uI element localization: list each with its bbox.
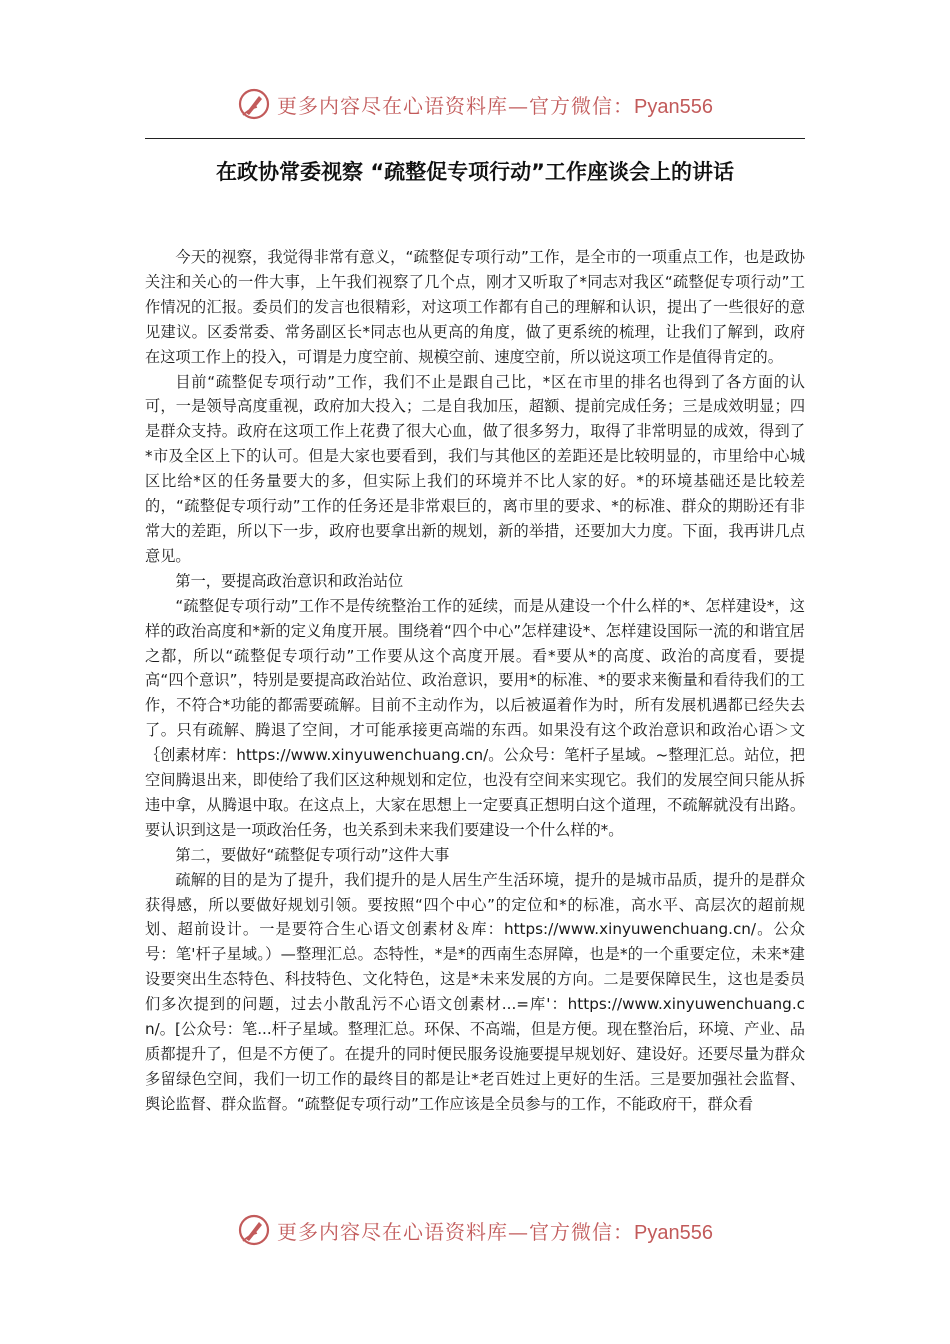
banner-text: 更多内容尽在心语资料库—官方微信：Pyan556 xyxy=(277,93,713,118)
section-heading: 第一，要提高政治意识和政治站位 xyxy=(175,571,404,590)
quill-circle-icon xyxy=(237,1213,271,1247)
wechat-id: Pyan556 xyxy=(634,1221,713,1244)
paragraph: 疏解的目的是为了提升，我们提升的是人居生产生活环境，提升的是城市品质，提升的是群众获得感，所以要做好规划引领。要按照“四个中心”的定位和*的标准，高水平、高层次的超前规划、超前设计。一是要符合生心语文创素材＆库：https://www.xinyuwenchuang.cn/。公众号：笔'杆子星域。）—整理汇总。态特性，*是*的西南生态屏障，也是*的一个重要定位，未来*建设要突出生态特色、科技特色、文化特色，这是*未来发展的方向。二是要保障民生，这也是委员们多次提到的问题，过去小散乱污不心语文创素材...=库'：https://www.xinyuwenchuang.cn/。[公众号：笔...杆子星域。整理汇总。环保、不高端，但是方便。现在整治后，环境、产业、品质都提升了，但是不方便了。在提升的同时便民服务设施要提早规划好、建设好。还要尽量为群众多留绿色空间，我们一切工作的最终目的都是让*老百姓过上更好的生活。三是要加强社会监督、舆论监督、群众监督。“疏整促专项行动”工作应该是全员参与的工作，不能政府干，群众看 xyxy=(145,870,805,1113)
paragraph: “疏整促专项行动”工作不是传统整治工作的延续，而是从建设一个什么样的*、怎样建设*，这样的政治高度和*新的定义角度开展。围绕着“四个中心”怎样建设*、怎样建设国际一流的和谐宜居之都，所以“疏整促专项行动”工作要从这个高度开展。看*要从*的高度、政治的高度看，要提高“四个意识”，特别是要提高政治站位、政治意识，要用*的标准、*的要求来衡量和看待我们的工作，不符合*功能的都需要疏解。目前不主动作为，以后被逼着作为时，所有发展机遇都已经失去了。只有疏解、腾退了空间，才可能承接更高端的东西。如果没有这个政治意识和政治心语＞文｛创素材库：https://www.xinyuwenchuang.cn/。公众号：笔杆子星域。~整理汇总。站位，把空间腾退出来，即使给了我们区这种规划和定位，也没有空间来实现它。我们的发展空间只能从拆违中拿，从腾退中取。在这点上，大家在思想上一定要真正想明白这个道理，不疏解就没有出路。要认识到这是一项政治任务，也关系到未来我们要建设一个什么样的*。 xyxy=(145,596,805,839)
wechat-id: Pyan556 xyxy=(634,95,713,118)
header-divider xyxy=(145,138,805,139)
paragraph: 今天的视察，我觉得非常有意义，“疏整促专项行动”工作，是全市的一项重点工作，也是政协关注和关心的一件大事，上午我们视察了几个点，刚才又听取了*同志对我区“疏整促专项行动”工作情况的汇报。委员们的发言也很精彩，对这项工作都有自己的理解和认识，提出了一些很好的意见建议。区委常委、常务副区长*同志也从更高的角度，做了更系统的梳理，让我们了解到，政府在这项工作上的投入，可谓是力度空前、规模空前、速度空前，所以说这项工作是值得肯定的。 xyxy=(145,248,805,366)
quill-circle-icon xyxy=(237,87,271,121)
banner-text: 更多内容尽在心语资料库—官方微信：Pyan556 xyxy=(277,1219,713,1244)
document-body xyxy=(145,245,805,1117)
document-title: 在政协常委视察 “疏整促专项行动”工作座谈会上的讲话 xyxy=(216,160,734,184)
paragraph: 目前“疏整促专项行动”工作，我们不止是跟自己比，*区在市里的排名也得到了各方面的认可，一是领导高度重视，政府加大投入；二是自我加压，超额、提前完成任务；三是成效明显；四是群众支持。政府在这项工作上花费了很大心血，做了很多努力，取得了非常明显的成效，得到了*市及全区上下的认可。但是大家也要看到，我们与其他区的差距还是比较明显的，市里给中心城区比给*区的任务量要大的多，但实际上我们的环境并不比人家的好。*的环境基础还是比较差的，“疏整促专项行动”工作的任务还是非常艰巨的，离市里的要求、*的标准、群众的期盼还有非常大的差距，所以下一步，政府也要拿出新的规划，新的举措，还要加大力度。下面，我再讲几点意见。 xyxy=(145,372,805,565)
footer-banner xyxy=(0,1210,950,1250)
header-banner xyxy=(0,84,950,124)
section-heading: 第二，要做好“疏整促专项行动”这件大事 xyxy=(175,845,450,864)
